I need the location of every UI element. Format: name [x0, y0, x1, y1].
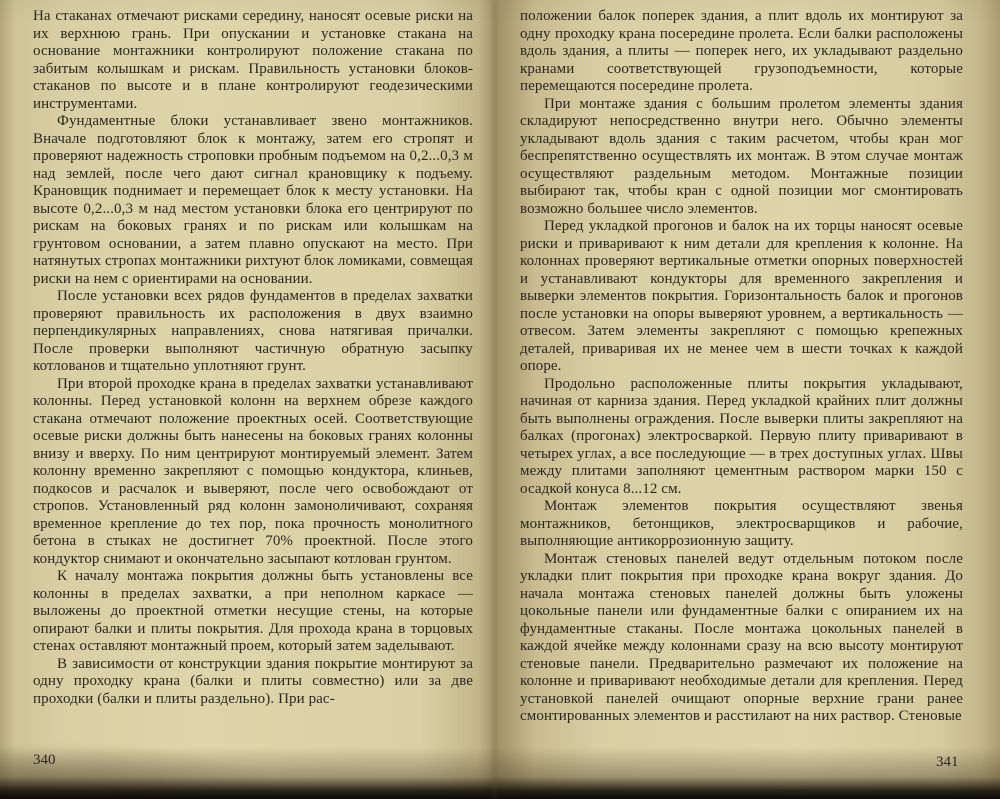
- paragraph: К началу монтажа покрытия должны быть установлены все колонны в пределах захватки, а при неполном каркасе — выложены до проектной отметки несущие стены, на которые опирают балки и плиты покрытия. Для прохода крана в торцовых стенах оставляют монтажный проем, который затем заделывают.: [33, 568, 473, 654]
- paragraph: Монтаж элементов покрытия осуществляют звенья монтажников, бетонщиков, электросварщиков и рабочие, выполняющие антикоррозионную защиту.: [520, 498, 963, 549]
- paragraph: При второй проходке крана в пределах захватки устанавливают колонны. Перед установкой колонн на верхнем обрезе каждого стакана отмечают положение проектных осей. Соответствующие осевые риски должны быть нанесены на боковых гранях колонны внизу и вверху. По ним центрируют монтируемый элемент. Затем колонну временно закрепляют с помощью кондуктора, клиньев, подкосов и расчалок и выверяют, после чего освобождают от стропов. Установленный ряд колонн замоноличивают, сохраняя временное крепление до тех пор, пока прочность монолитного бетона в стыках не достигнет 70% проектной. После этого кондуктор снимают и окончательно засыпают котлован грунтом.: [33, 375, 473, 567]
- page-number-left: 340: [33, 752, 56, 768]
- paragraph: Фундаментные блоки устанавливает звено монтажников. Вначале подготовляют блок к монтажу, затем его стропят и проверяют надежность строповки пробным подъемом на 0,2...0,3 м над землей, после чего дают сигнал крановщику к подъему. Крановщик поднимает и перемещает блок к месту установки. На высоте 0,2...0,3 м над местом установки блока его центрируют по рискам на боковых гранях и по рискам или колышкам на грунтовом основании, а затем плавно опускают на место. При натянутых стропах монтажники рихтуют блок ломиками, совмещая риски на нем с ориентирами на основании.: [33, 113, 473, 287]
- paragraph: При монтаже здания с большим пролетом элементы здания складируют непосредственно внутри него. Обычно элементы укладывают вдоль здания с таким расчетом, чтобы кран мог беспрепятственно осуществлять их монтаж. В этом случае монтаж осуществляют раздельным методом. Монтажные позиции выбирают так, чтобы кран с одной позиции мог смонтировать возможно большее число элементов.: [520, 95, 963, 217]
- paragraph: Продольно расположенные плиты покрытия укладывают, начиная от карниза здания. Перед укладкой крайних плит должны быть выполнены ограждения. После выверки плиты закрепляют на балках (прогонах) электросваркой. Первую плиту приваривают в четырех углах, а все последующие — в трех доступных углах. Швы между плитами заполняют цементным раствором марки 150 с осадкой конуса 8...12 см.: [520, 375, 963, 497]
- right-page: [520, 8, 963, 726]
- paragraph: Монтаж стеновых панелей ведут отдельным потоком после укладки плит покрытия при проходке крана вокруг здания. До начала монтажа стеновых панелей должны быть уложены цокольные панели или фундаментные балки с опиранием их на фундаментные стаканы. После монтажа цокольных панелей в каждой ячейке между колоннами сразу на всю высоту монтируют стеновые панели. Предварительно размечают их положение на колонне и приваривают необходимые детали для крепления. Перед установкой панелей очищают опорные верхние грани ранее смонтированных элементов и расстилают на них раствор. Стеновые: [520, 550, 963, 724]
- paragraph: положении балок поперек здания, а плит вдоль их монтируют за одну проходку крана посередине пролета. Если балки расположены вдоль здания, а плиты — поперек него, их укладывают раздельно кранами соответствующей грузоподъемности, которые перемещаются посередине пролета.: [520, 8, 963, 94]
- left-page: [33, 8, 473, 708]
- paragraph: На стаканах отмечают рисками середину, наносят осевые риски на их верхнюю грань. При опускании и установке стакана на основание монтажники контролируют положение стакана по забитым колышкам и рискам. Правильность установки блоков-стаканов по высоте и в плане контролируют геодезическими инструментами.: [33, 8, 473, 112]
- paragraph: После установки всех рядов фундаментов в пределах захватки проверяют правильность их расположения в двух взаимно перпендикулярных направлениях, снова натягивая причалки. После проверки выполняют частичную обратную засыпку котлованов и тщательно уплотняют грунт.: [33, 288, 473, 374]
- paragraph: Перед укладкой прогонов и балок на их торцы наносят осевые риски и приваривают к ним детали для крепления к колонне. На колоннах проверяют вертикальные отметки опорных поверхностей и устанавливают кондукторы для временного закрепления и выверки элементов покрытия. Горизонтальность балок и прогонов после установки на опоры выверяют уровнем, а вертикальность — отвесом. Затем элементы закрепляют с помощью крепежных деталей, приваривая их не менее чем в шести точках к каждой опоре.: [520, 218, 963, 374]
- paragraph: В зависимости от конструкции здания покрытие монтируют за одну проходку крана (балки и плиты совместно) или за две проходки (балки и плиты раздельно). При рас-: [33, 655, 473, 707]
- page-number-right: 341: [936, 754, 959, 770]
- book-gutter-shadow: [493, 0, 496, 799]
